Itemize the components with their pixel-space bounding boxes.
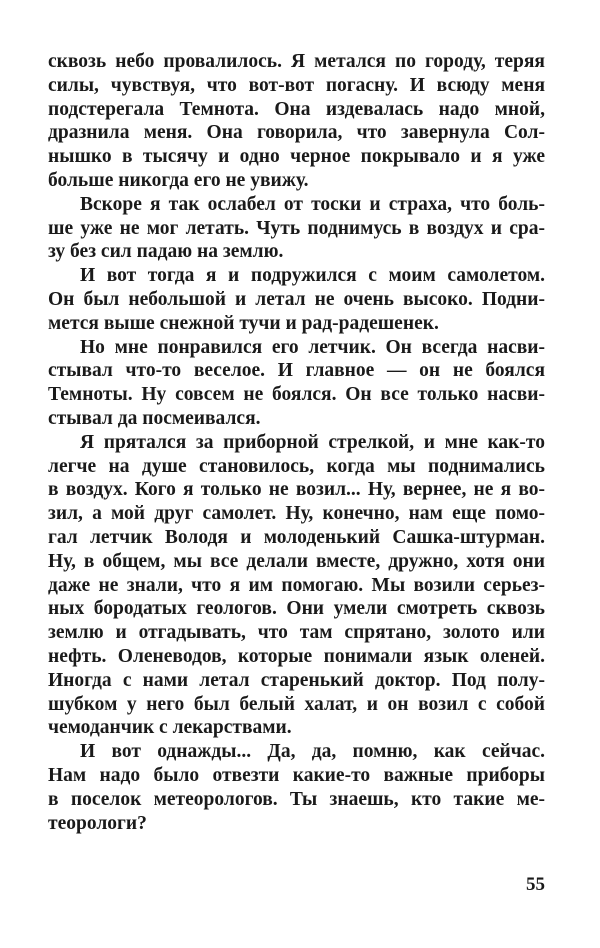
text-line: ше уже не мог летать. Чуть поднимусь в воздух и сра- — [48, 217, 545, 239]
paragraph — [48, 50, 545, 193]
page-text — [48, 50, 545, 835]
page-number: 55 — [526, 874, 545, 895]
text-line: легче на душе становилось, когда мы поднимались — [48, 455, 545, 477]
text-line: чемоданчик с лекарствами. — [48, 717, 292, 739]
text-line: стывал да посмеивался. — [48, 407, 261, 429]
text-line: мется выше снежной тучи и рад-радешенек. — [48, 312, 439, 334]
text-line: в воздух. Кого я только не возил... Ну, вернее, не я во- — [48, 479, 545, 501]
text-line: И вот однажды... Да, да, помню, как сейчас. — [80, 741, 545, 763]
text-line: ных бородатых геологов. Они умели смотреть сквозь — [48, 598, 545, 620]
text-line: Иногда с нами летал старенький доктор. Под полу- — [48, 669, 545, 691]
text-line: шубком у него был белый халат, и он возил с собой — [48, 693, 545, 715]
text-line: нышко в тысячу и одно черное покрывало и я уже — [48, 146, 545, 168]
text-line: подстерегала Темнота. Она издевалась надо мной, — [48, 98, 545, 120]
text-line: Темноты. Ну совсем не боялся. Он все только насви- — [48, 384, 545, 406]
text-line: гал летчик Володя и молоденький Сашка-штурман. — [48, 526, 545, 548]
text-line: Нам надо было отвезти какие-то важные приборы — [48, 764, 545, 786]
text-line: сквозь небо провалилось. Я метался по городу, теряя — [48, 51, 545, 72]
text-line: в поселок метеорологов. Ты знаешь, кто такие ме- — [48, 788, 545, 810]
text-line: стывал что-то веселое. И главное — он не боялся — [48, 360, 545, 382]
text-line: Я прятался за приборной стрелкой, и мне как-то — [80, 431, 545, 453]
paragraph — [48, 740, 545, 835]
paragraph — [48, 336, 545, 431]
text-line: даже не знали, что я им помогаю. Мы возили серьез- — [48, 574, 545, 596]
text-line: Вскоре я так ослабел от тоски и страха, что боль- — [80, 193, 545, 215]
paragraph — [48, 193, 545, 264]
text-line: теорологи? — [48, 812, 147, 834]
text-line: Он был небольшой и летал не очень высоко. Подни- — [48, 288, 545, 310]
text-line: зил, а мой друг самолет. Ну, конечно, нам еще помо- — [48, 503, 545, 525]
text-line: больше никогда его не увижу. — [48, 169, 309, 191]
text-line: силы, чувствуя, что вот-вот погасну. И всюду меня — [48, 74, 545, 96]
text-line: дразнила меня. Она говорила, что завернула Сол- — [48, 122, 545, 144]
paragraph — [48, 264, 545, 335]
text-line: нефть. Оленеводов, которые понимали язык оленей. — [48, 645, 545, 667]
text-line: Но мне понравился его летчик. Он всегда насви- — [80, 336, 545, 358]
text-line: Ну, в общем, мы все делали вместе, дружно, хотя они — [48, 550, 545, 572]
text-line: зу без сил падаю на землю. — [48, 241, 284, 263]
text-line: землю и отгадывать, что там спрятано, золото или — [48, 622, 545, 644]
text-line: И вот тогда я и подружился с моим самолетом. — [80, 265, 545, 287]
paragraph — [48, 431, 545, 740]
